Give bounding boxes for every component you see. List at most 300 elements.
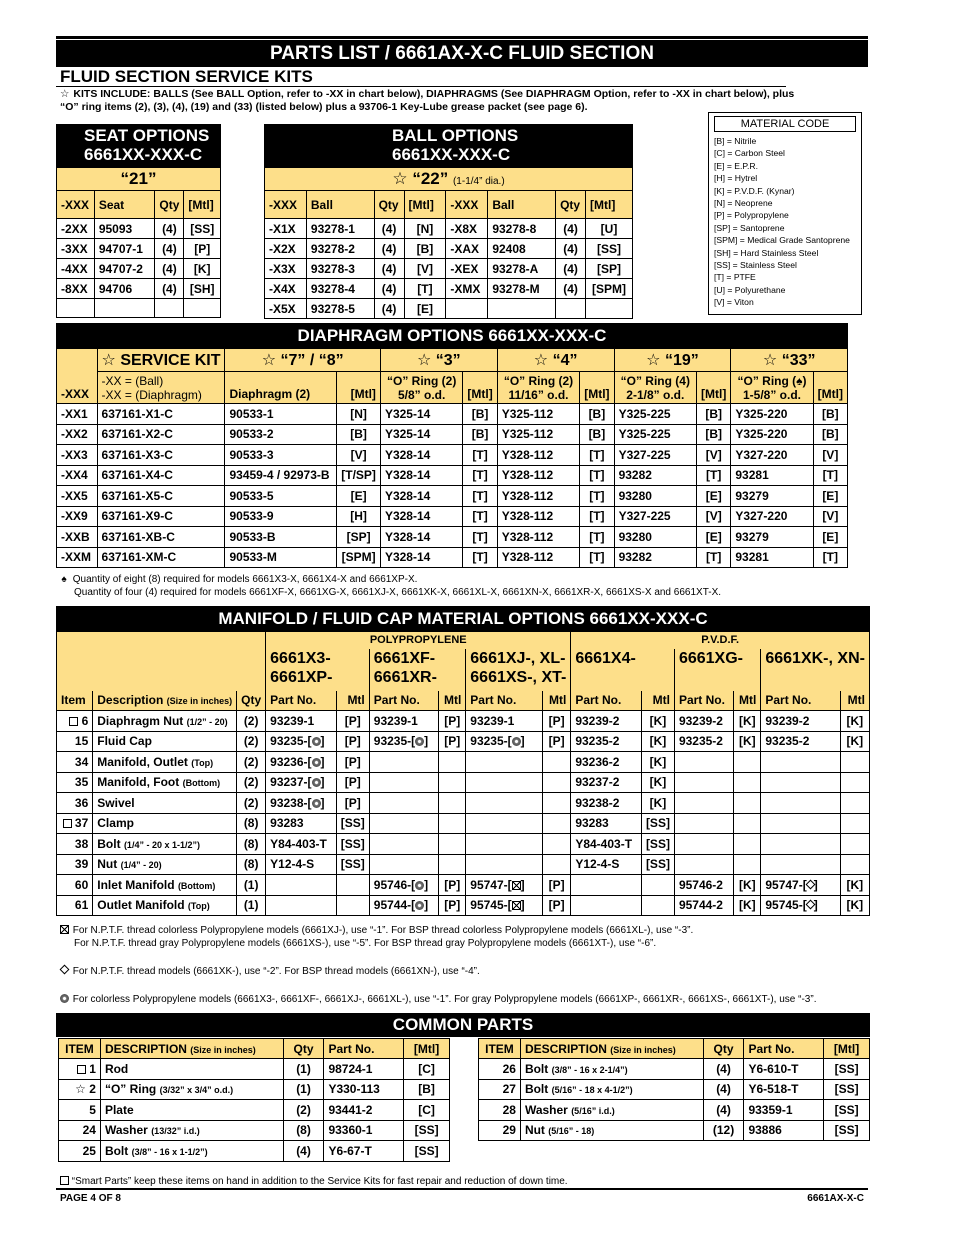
ball-cell — [586, 299, 633, 319]
mtl-cell: [P] — [439, 711, 466, 732]
diaphragm-cell: -XX2 — [57, 424, 98, 445]
ball-header-cell: -XXX — [265, 191, 307, 219]
diaphragm-cell: 90533-M — [225, 547, 337, 568]
desc-cell: Swivel — [93, 793, 237, 814]
part-col-header: Part No. — [744, 1039, 824, 1059]
mtl-cell — [734, 834, 761, 855]
page-number: PAGE 4 OF 8 — [60, 1193, 121, 1204]
part-col-header: Part No. — [369, 691, 438, 711]
part-cell: 93235-[ ] — [466, 731, 543, 752]
part-cell — [369, 772, 438, 793]
diaphragm-cell: [B] — [463, 404, 497, 425]
material-code-list — [714, 135, 856, 309]
part-cell — [369, 793, 438, 814]
desc-cell: Inlet Manifold (Bottom) — [93, 875, 237, 896]
diaphragm-cell: -XX1 — [57, 404, 98, 425]
diaphragm-cell: Y328-112 — [497, 465, 579, 486]
diaphragm-cell: 637161-XB-C — [97, 527, 225, 548]
part-cell: Y6-610-T — [744, 1059, 824, 1080]
qty-cell: (4) — [703, 1079, 744, 1100]
diaphragm-group-header: ☆ “3” — [380, 349, 497, 372]
star-icon: ☆ — [60, 88, 70, 100]
part-cell — [369, 752, 438, 773]
polypropylene-header: POLYPROPYLENE — [266, 632, 571, 649]
part-cell: 93235-[ ] — [266, 731, 337, 752]
part-cell: 93441-2 — [324, 1100, 404, 1121]
model-number: 6661AX-X-C — [807, 1193, 864, 1204]
seat-cell: (4) — [155, 259, 184, 279]
desc-col-header: DESCRIPTION (Size in inches) — [100, 1039, 283, 1059]
item-cell: 36 — [57, 793, 93, 814]
part-cell: Y84-403-T — [571, 834, 642, 855]
part-cell: 93235-2 — [674, 731, 733, 752]
table-row — [57, 506, 848, 527]
desc-col-header: DESCRIPTION (Size in inches) — [520, 1039, 703, 1059]
ball-header-cell: Qty — [374, 191, 404, 219]
desc-cell: Clamp — [93, 813, 237, 834]
part-cell: 95747-[ ] — [466, 875, 543, 896]
diaphragm-cell: 637161-X9-C — [97, 506, 225, 527]
manifold-note-x1 — [58, 924, 868, 937]
diaphragm-cell: [T] — [463, 486, 497, 507]
part-cell — [674, 813, 733, 834]
mtl-cell — [543, 793, 571, 814]
diaphragm-cell: [E] — [697, 527, 731, 548]
diaphragm-cell: [B] — [337, 424, 381, 445]
table-row — [57, 279, 221, 299]
star-icon: ☆ — [261, 352, 281, 369]
table-row — [57, 772, 870, 793]
mtl-cell — [439, 772, 466, 793]
mtl-cell: [K] — [641, 711, 674, 732]
ball-cell: 93278-8 — [488, 219, 556, 239]
star-icon: ☆ — [533, 352, 553, 369]
diaphragm-cell: [T/SP] — [337, 465, 381, 486]
diaphragm-cell: [T] — [697, 465, 731, 486]
mtl-col-header: [Mtl] — [813, 372, 847, 404]
diaphragm-cell: [T] — [580, 527, 614, 548]
part-cell: 95746-[ ] — [369, 875, 438, 896]
part-cell: 93235-2 — [571, 731, 642, 752]
table-row — [57, 813, 870, 834]
model-group-header: 6661X3- 6661XP- — [266, 649, 370, 691]
ball-cell: (4) — [556, 279, 586, 299]
qty-cell: (2) — [237, 731, 266, 752]
seat-header-cell: -XXX — [57, 191, 95, 219]
ball-header-row — [265, 191, 633, 219]
mtl-cell — [543, 772, 571, 793]
mtl-cell: [P] — [336, 793, 369, 814]
diaphragm-cell: [T] — [463, 506, 497, 527]
ball-cell: (4) — [374, 259, 404, 279]
material-code-row: [SPM] = Medical Grade Santoprene — [714, 235, 850, 246]
manifold-note-d-text: For N.P.T.F. thread models (6661XK-), use “-2”. For BSP thread models (6661XN-), use “-4”. — [72, 966, 480, 977]
oring-col-header: “O” Ring (2) 11/16” o.d. — [497, 372, 579, 404]
ball-cell: 93278-1 — [306, 219, 374, 239]
diaphragm-cell: 90533-2 — [225, 424, 337, 445]
diaphragm-cell: [B] — [697, 404, 731, 425]
kits-note-text: KITS INCLUDE: BALLS (See BALL Option, refer to -XX in chart below), DIAPHRAGMS (See DIAPHRAGM Option, refer to -XX in chart below), plus “O” ring items (2), (3), (4), (19) and (33) (listed below) plus a 93706-1 Key-Lube grease packet (see page 6). — [60, 88, 795, 113]
diaphragm-cell: Y327-220 — [731, 445, 813, 466]
diaphragm-cell: 93279 — [731, 527, 813, 548]
boxed-x-icon — [60, 925, 69, 934]
ball-cell: 93278-3 — [306, 259, 374, 279]
diaphragm-cell: Y325-225 — [614, 424, 696, 445]
part-cell: 93237-2 — [571, 772, 642, 793]
material-code-row: [SH] = Hard Stainless Steel — [714, 247, 819, 258]
mtl-cell — [543, 752, 571, 773]
seat-header-cell: Qty — [155, 191, 184, 219]
mtl-cell — [734, 752, 761, 773]
mtl-cell: [SS] — [824, 1079, 870, 1100]
part-cell: 93283 — [571, 813, 642, 834]
qty-cell: (1) — [237, 895, 266, 916]
part-cell — [571, 875, 642, 896]
diaphragm-cell: [T] — [580, 547, 614, 568]
gear-icon — [415, 737, 424, 746]
diaphragm-group-header: ☆ “4” — [497, 349, 614, 372]
diaphragm-note-1 — [58, 573, 858, 586]
desc-cell: Manifold, Foot (Bottom) — [93, 772, 237, 793]
seat-options-header — [56, 124, 221, 168]
table-row — [57, 793, 870, 814]
diaphragm-cell: [E] — [337, 486, 381, 507]
part-cell: 95747-[ ] — [761, 875, 840, 896]
item-cell: 15 — [57, 731, 93, 752]
mtl-col-header: [Mtl] — [697, 372, 731, 404]
diaphragm-cell: 90533-5 — [225, 486, 337, 507]
mtl-cell: [B] — [404, 1079, 450, 1100]
mtl-cell — [840, 834, 869, 855]
qty-cell: (1) — [283, 1079, 324, 1100]
model-group-header: 6661XF- 6661XR- — [369, 649, 466, 691]
item-col-header: Item — [57, 691, 93, 711]
seat-cell: 95093 — [94, 219, 155, 239]
desc-cell: Rod — [100, 1059, 283, 1080]
table-row — [265, 299, 633, 319]
mtl-cell — [543, 854, 571, 875]
manifold-note-d — [58, 965, 868, 978]
mtl-cell: [P] — [336, 772, 369, 793]
part-cell — [369, 813, 438, 834]
gear-icon — [415, 901, 424, 910]
common-parts — [56, 1013, 870, 1037]
part-cell — [466, 834, 543, 855]
gear-icon — [60, 994, 69, 1003]
item-cell: 27 — [479, 1079, 521, 1100]
ball-cell: [T] — [404, 279, 446, 299]
material-code-row: [K] = P.V.D.F. (Kynar) — [714, 185, 795, 196]
diaphragm-cell: 93281 — [731, 547, 813, 568]
diaphragm-group-row — [57, 349, 848, 372]
item-cell: 6 — [57, 711, 93, 732]
diaphragm-cell: [T] — [463, 547, 497, 568]
common-parts-left-table — [58, 1038, 450, 1162]
footer-rule — [56, 1188, 868, 1190]
diaphragm-cell: [V] — [697, 445, 731, 466]
diamond-icon — [59, 965, 69, 975]
seat-cell: (4) — [155, 239, 184, 259]
material-code-row: [P] = Polypropylene — [714, 210, 789, 221]
desc-col-header: Description (Size in inches) — [93, 691, 237, 711]
table-row — [57, 219, 221, 239]
part-cell — [466, 752, 543, 773]
model-group-header: 6661XG- — [674, 649, 760, 691]
part-cell — [761, 793, 840, 814]
diaphragm-col-xxx: -XXX — [57, 349, 98, 404]
diaphragm-cell: [E] — [813, 527, 847, 548]
gear-icon — [312, 799, 321, 808]
boxed-x-icon — [512, 901, 521, 910]
mtl-cell: [K] — [641, 731, 674, 752]
table-row — [57, 895, 870, 916]
diaphragm-cell: 93459-4 / 92973-B — [225, 465, 337, 486]
diaphragm-cell: [N] — [337, 404, 381, 425]
ball-cell: -XAX — [446, 239, 488, 259]
seat-cell: [P] — [184, 239, 221, 259]
part-cell: 93359-1 — [744, 1100, 824, 1121]
table-row — [59, 1059, 450, 1080]
ball-cell: -XEX — [446, 259, 488, 279]
qty-cell: (4) — [283, 1141, 324, 1162]
part-cell — [761, 752, 840, 773]
mtl-col-header: [Mtl] — [463, 372, 497, 404]
table-row — [59, 1120, 450, 1141]
mtl-cell — [840, 793, 869, 814]
qty-cell: (1) — [237, 875, 266, 896]
diaphragm-cell: -XXM — [57, 547, 98, 568]
item-cell: 60 — [57, 875, 93, 896]
ball-header-cell: [Mtl] — [404, 191, 446, 219]
diaphragm-cell: Y328-14 — [380, 465, 462, 486]
part-cell — [674, 772, 733, 793]
mtl-cell — [439, 834, 466, 855]
diaphragm-notes — [58, 573, 858, 599]
ball-cell: -X5X — [265, 299, 307, 319]
table-row — [479, 1100, 870, 1121]
desc-cell: Bolt (1/4” - 20 x 1-1/2”) — [93, 834, 237, 855]
material-code-box — [708, 112, 862, 315]
part-cell — [266, 875, 337, 896]
item-cell: 29 — [479, 1120, 521, 1141]
mtl-cell — [840, 854, 869, 875]
mtl-cell — [840, 772, 869, 793]
table-row — [57, 752, 870, 773]
diaphragm-cell: Y328-14 — [380, 445, 462, 466]
mtl-cell: [P] — [543, 875, 571, 896]
diaphragm-cell: [T] — [463, 527, 497, 548]
part-cell: 93239-1 — [266, 711, 337, 732]
manifold-material-row — [57, 632, 870, 649]
diaphragm-cell: Y328-112 — [497, 445, 579, 466]
diaphragm-cell: 90533-1 — [225, 404, 337, 425]
item-cell: 5 — [59, 1100, 101, 1121]
diaphragm-cell: [B] — [580, 404, 614, 425]
ball-item-note: (1-1/4” dia.) — [452, 176, 505, 187]
mtl-cell: [SS] — [641, 854, 674, 875]
diaphragm-cell: 93282 — [614, 547, 696, 568]
part-cell: 95744-[ ] — [369, 895, 438, 916]
part-cell — [674, 854, 733, 875]
ball-cell: -X3X — [265, 259, 307, 279]
item-cell: 25 — [59, 1141, 101, 1162]
mtl-cell: [P] — [439, 875, 466, 896]
mtl-cell — [734, 854, 761, 875]
material-code-row: [SS] = Stainless Steel — [714, 260, 797, 271]
part-cell: 95745-[ ] — [761, 895, 840, 916]
diaphragm-cell: [H] — [337, 506, 381, 527]
ball-cell — [488, 299, 556, 319]
seat-options-model: 6661XX-XXX-C — [84, 145, 203, 164]
part-cell: 93886 — [744, 1120, 824, 1141]
diaphragm-cell: [B] — [697, 424, 731, 445]
desc-col-note: (Size in inches) — [166, 696, 233, 707]
diaphragm-table — [56, 348, 848, 568]
qty-cell: (2) — [237, 711, 266, 732]
ball-cell: [V] — [404, 259, 446, 279]
ball-header-cell: Ball — [306, 191, 374, 219]
diaphragm-cell: 637161-XM-C — [97, 547, 225, 568]
mtl-cell: [K] — [734, 711, 761, 732]
ball-cell — [556, 299, 586, 319]
star-icon: ☆ — [416, 352, 436, 369]
diaphragm-cell: 93280 — [614, 527, 696, 548]
mtl-col-header: Mtl — [734, 691, 761, 711]
part-cell: 93238-2 — [571, 793, 642, 814]
section-subtitle: FLUID SECTION SERVICE KITS — [60, 67, 313, 86]
ball-header-cell: -XXX — [446, 191, 488, 219]
diaphragm-cell: Y325-220 — [731, 404, 813, 425]
seat-header-cell: [Mtl] — [184, 191, 221, 219]
pvdf-header: P.V.D.F. — [571, 632, 870, 649]
spade-icon: ♠ — [61, 574, 67, 585]
diaphragm-cell: [T] — [580, 465, 614, 486]
diaphragm-cell: 90533-B — [225, 527, 337, 548]
mtl-cell: [K] — [641, 752, 674, 773]
qty-col-header: Qty — [237, 691, 266, 711]
desc-cell: Washer (5/16” i.d.) — [520, 1100, 703, 1121]
part-cell — [761, 772, 840, 793]
mtl-cell: [SS] — [641, 834, 674, 855]
ball-table — [264, 190, 633, 319]
part-cell: Y12-4-S — [266, 854, 337, 875]
oring-col-header: “O” Ring (2) 5/8” o.d. — [380, 372, 462, 404]
page-title: PARTS LIST / 6661AX-X-C FLUID SECTION — [56, 40, 868, 67]
diaphragm-cell: 93282 — [614, 465, 696, 486]
table-row — [265, 219, 633, 239]
common-header-row — [59, 1039, 450, 1059]
part-cell — [571, 895, 642, 916]
material-code-row: [E] = E.P.R. — [714, 160, 759, 171]
table-row — [57, 834, 870, 855]
part-col-header: Part No. — [674, 691, 733, 711]
diaphragm-cell: [T] — [580, 486, 614, 507]
part-cell: 93239-2 — [761, 711, 840, 732]
mtl-cell — [439, 793, 466, 814]
diaphragm-cell: [T] — [463, 445, 497, 466]
part-cell: 93239-2 — [571, 711, 642, 732]
part-cell — [466, 854, 543, 875]
desc-cell: Bolt (3/8” - 16 x 2-1/4”) — [520, 1059, 703, 1080]
mtl-col-header: Mtl — [641, 691, 674, 711]
diaphragm-cell: Y328-112 — [497, 486, 579, 507]
seat-cell: -4XX — [57, 259, 95, 279]
material-code-row: [V] = Viton — [714, 297, 754, 308]
qty-cell: (4) — [703, 1100, 744, 1121]
service-kit-subheader — [97, 372, 225, 404]
table-row — [57, 259, 221, 279]
ball-cell: -X8X — [446, 219, 488, 239]
part-cell — [466, 793, 543, 814]
manifold-note-x2: For N.P.T.F. thread gray Polypropylene models (6661XS-), use “-5”. For BSP thread gray Polypropylene models (6661XT-), use “-6”. — [74, 938, 657, 949]
diaphragm-cell: [SP] — [337, 527, 381, 548]
item-col-header: ITEM — [479, 1039, 521, 1059]
qty-col-header: Qty — [703, 1039, 744, 1059]
item-col-header: ITEM — [59, 1039, 101, 1059]
mtl-cell: [SS] — [404, 1141, 450, 1162]
diaphragm-note-1-text: Quantity of eight (8) required for models 6661X3-X, 6661X4-X and 6661XP-X. — [72, 574, 418, 585]
desc-cell: Diaphragm Nut (1/2” - 20) — [93, 711, 237, 732]
mtl-cell: [P] — [336, 752, 369, 773]
ball-cell: -XMX — [446, 279, 488, 299]
diaphragm-cell: Y328-112 — [497, 506, 579, 527]
mtl-cell — [641, 895, 674, 916]
part-cell: 93239-2 — [674, 711, 733, 732]
square-icon — [77, 1065, 86, 1074]
mtl-col-header: [Mtl] — [337, 372, 381, 404]
table-row — [59, 1079, 450, 1100]
table-row — [479, 1079, 870, 1100]
ball-cell: [E] — [404, 299, 446, 319]
kit-ball-note: -XX = (Ball) — [101, 373, 164, 388]
subtitle-rule — [56, 86, 786, 87]
model-group-header: 6661XJ-, XL- 6661XS-, XT- — [466, 649, 571, 691]
mtl-cell: [K] — [840, 711, 869, 732]
desc-cell: Nut (5/16” - 18) — [520, 1120, 703, 1141]
ball-cell: [N] — [404, 219, 446, 239]
kits-note — [60, 88, 800, 114]
item-cell: 24 — [59, 1120, 101, 1141]
table-row — [265, 239, 633, 259]
model-group-header: 6661X4- — [571, 649, 675, 691]
desc-cell: Nut (1/4” - 20) — [93, 854, 237, 875]
mtl-cell: [K] — [641, 793, 674, 814]
seat-item-number: “21” — [56, 168, 221, 190]
gear-icon — [312, 758, 321, 767]
desc-cell: Fluid Cap — [93, 731, 237, 752]
diaphragm-cell: Y328-14 — [380, 527, 462, 548]
diaphragm-group-header: ☆ “33” — [731, 349, 848, 372]
diaphragm-cell: [T] — [463, 465, 497, 486]
diaphragm-cell: [T] — [813, 547, 847, 568]
table-row — [57, 299, 221, 318]
seat-cell: 94707-1 — [94, 239, 155, 259]
mtl-cell — [439, 854, 466, 875]
ball-header-cell: Qty — [556, 191, 586, 219]
part-cell — [266, 895, 337, 916]
ball-cell: [SS] — [586, 239, 633, 259]
part-cell: Y12-4-S — [571, 854, 642, 875]
ball-options — [264, 124, 633, 319]
part-cell — [761, 854, 840, 875]
ball-cell: -X1X — [265, 219, 307, 239]
part-cell: 93236-[ ] — [266, 752, 337, 773]
mtl-cell — [439, 752, 466, 773]
diaphragm-note-2: Quantity of four (4) required for models 6661XF-X, 6661XG-X, 6661XJ-X, 6661XK-X, 6661XL-X, 6661XN-X, 6661XR-X, 6661XS-X and 6661XT-X. — [74, 587, 722, 598]
ball-cell: -X2X — [265, 239, 307, 259]
manifold-blank-header — [57, 632, 266, 691]
diaphragm-col-header: Diaphragm (2) — [225, 372, 337, 404]
